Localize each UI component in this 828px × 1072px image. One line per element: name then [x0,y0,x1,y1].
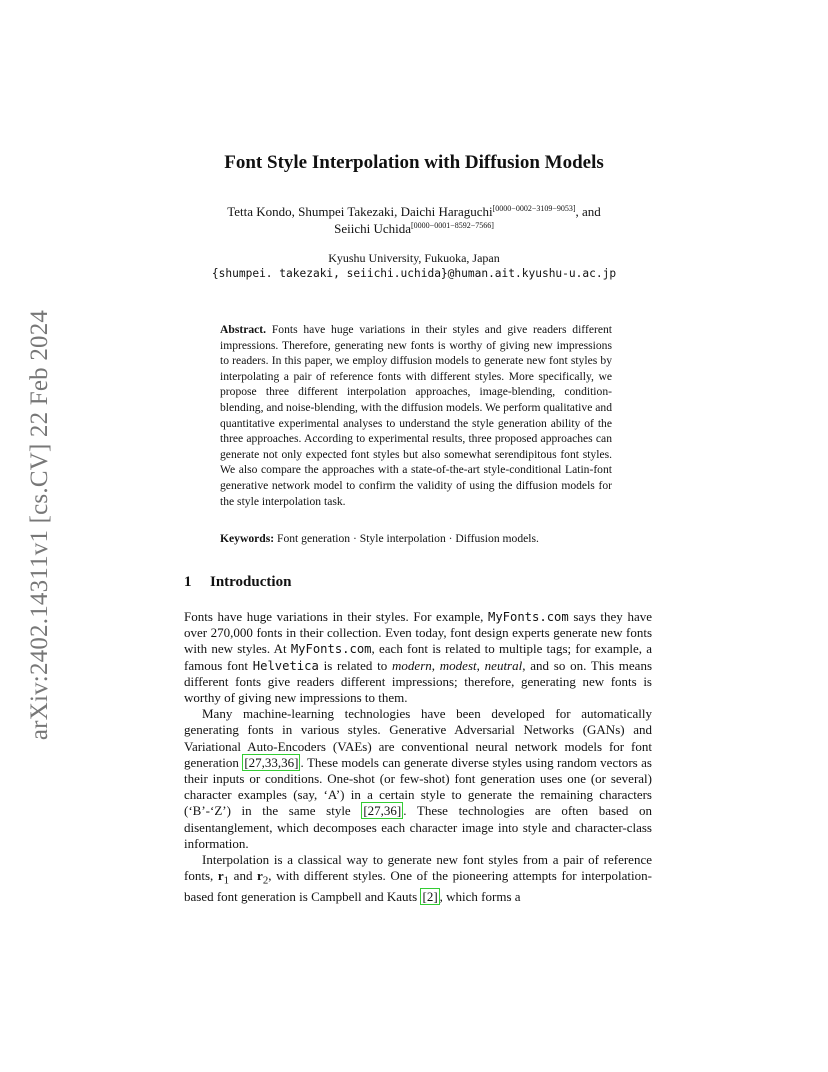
author-emails: {shumpei. takezaki, seiichi.uchida}@human.ait.kyushu-u.ac.jp [211,267,617,280]
abstract-text: Fonts have huge variations in their styles and give readers different impressions. Therefore, generating new fonts is worthy of giving new impressions to readers. In this paper, we employ diffusion models to generate new font styles by interpolating a pair of reference fonts with different styles. More specifically, we propose three different interpolation approaches, image-blending, condition-blending, and noise-blending, with the diffusion models. We perform qualitative and quantitative experimental analyses to understand the style generation ability of the three approaches. According to experimental results, three proposed approaches can generate not only expected font styles but also somewhat serendipitous font styles. We also compare the approaches with a state-of-the-art style-conditional Latin-font generative network model to confirm the validity of using the diffusion models for the style interpolation task. [220,323,612,508]
affiliation-text: Kyushu University, Fukuoka, Japan [328,251,500,265]
tag-modern: modern [392,657,432,673]
code-myfonts-1: MyFonts.com [488,610,569,624]
citation-27-36[interactable]: [27,36] [363,803,402,819]
abstract [220,322,612,509]
keywords-text: Font generation · Style interpolation · Diffusion models. [277,532,539,545]
subscript-1: 1 [223,874,230,887]
section-title: Introduction [210,574,292,590]
para3-text-3: , with different styles. One of the pioneering attempts for interpolation-based font generation is Campbell and Kauts [184,868,652,905]
subscript-2: 2 [262,874,269,887]
section-heading-introduction [184,574,291,591]
author-names-line2: Seiichi Uchida [334,221,412,236]
para1-text-2: says they have over 270,000 fonts in their collection. Even today, font design experts generate new fonts with new styles. At [184,609,652,657]
introduction-body [184,609,652,905]
para3-text-1: Interpolation is a classical way to generate new font styles from a pair of reference fonts, [184,852,652,884]
symbol-r1: r [217,868,224,884]
affiliation-block [0,250,828,282]
citation-link[interactable] [242,754,300,771]
para1-text-7: , and so on. This means different fonts give readers different impressions; therefore, generating new fonts is worthy of giving new impressions to them. [184,657,653,706]
section-number: 1 [184,574,192,590]
code-myfonts-2: MyFonts.com [290,642,372,657]
para1-text-1: Fonts have huge variations in their styles. For example, [184,609,488,624]
para1-text-3: , each font is related to multiple tags; for example, a famous font [184,641,652,673]
para2-text-2: . These models can generate diverse styles using random vectors as their inputs or conditions. One-shot (or few-shot) font generation uses one (or several) character examples (say, ‘A’) in a certain style to generate the remaining characters (‘B’-‘Z’) in the same style [184,754,652,819]
para2-text-1: Many machine-learning technologies have been developed for automatically generating fonts in various styles. Generative Adversarial Networks (GANs) and Variational Auto-Encoders (VAEs) are conventional neural network models for font generation [184,706,652,770]
author-names-line1: Tetta Kondo, Shumpei Takezaki, Daichi Haraguchi [227,204,493,219]
paragraph-2 [184,706,652,852]
para3-text-2: and [229,868,258,884]
tag-modest: modest [439,657,477,673]
keywords [220,531,620,547]
abstract-label: Abstract. [220,323,267,336]
citation-27-33-36[interactable]: [27,33,36] [244,754,299,770]
arxiv-identifier-stamp [20,290,60,760]
keywords-label: Keywords: [220,532,275,545]
orcid-daichi-haraguchi: [0000−0002−3109−9053] [492,204,576,213]
author-and-connector: , and [575,204,601,219]
citation-link[interactable] [361,802,403,819]
citation-link[interactable] [420,888,439,905]
para2-text-3: . These technologies are often based on disentanglement, which decomposes each character image into style and character-class information. [184,803,652,851]
para1-text-5: , [431,657,440,673]
code-helvetica: Helvetica [252,658,319,673]
para3-text-4: , which forms a [439,889,521,905]
symbol-r2: r [257,868,263,884]
orcid-seiichi-uchida: [0000−0001−8592−7566] [411,221,494,230]
citation-2[interactable]: [2] [422,889,438,905]
tag-neutral: neutral [484,657,523,673]
paper-title: Font Style Interpolation with Diffusion Models [224,152,604,173]
author-block [120,203,708,237]
arxiv-id-text: arXiv:2402.14311v1 [cs.CV] 22 Feb 2024 [26,309,53,741]
para1-text-6: , [476,657,485,673]
paragraph-1 [184,609,652,706]
paragraph-3 [184,852,652,905]
para1-text-4: is related to [318,657,393,673]
